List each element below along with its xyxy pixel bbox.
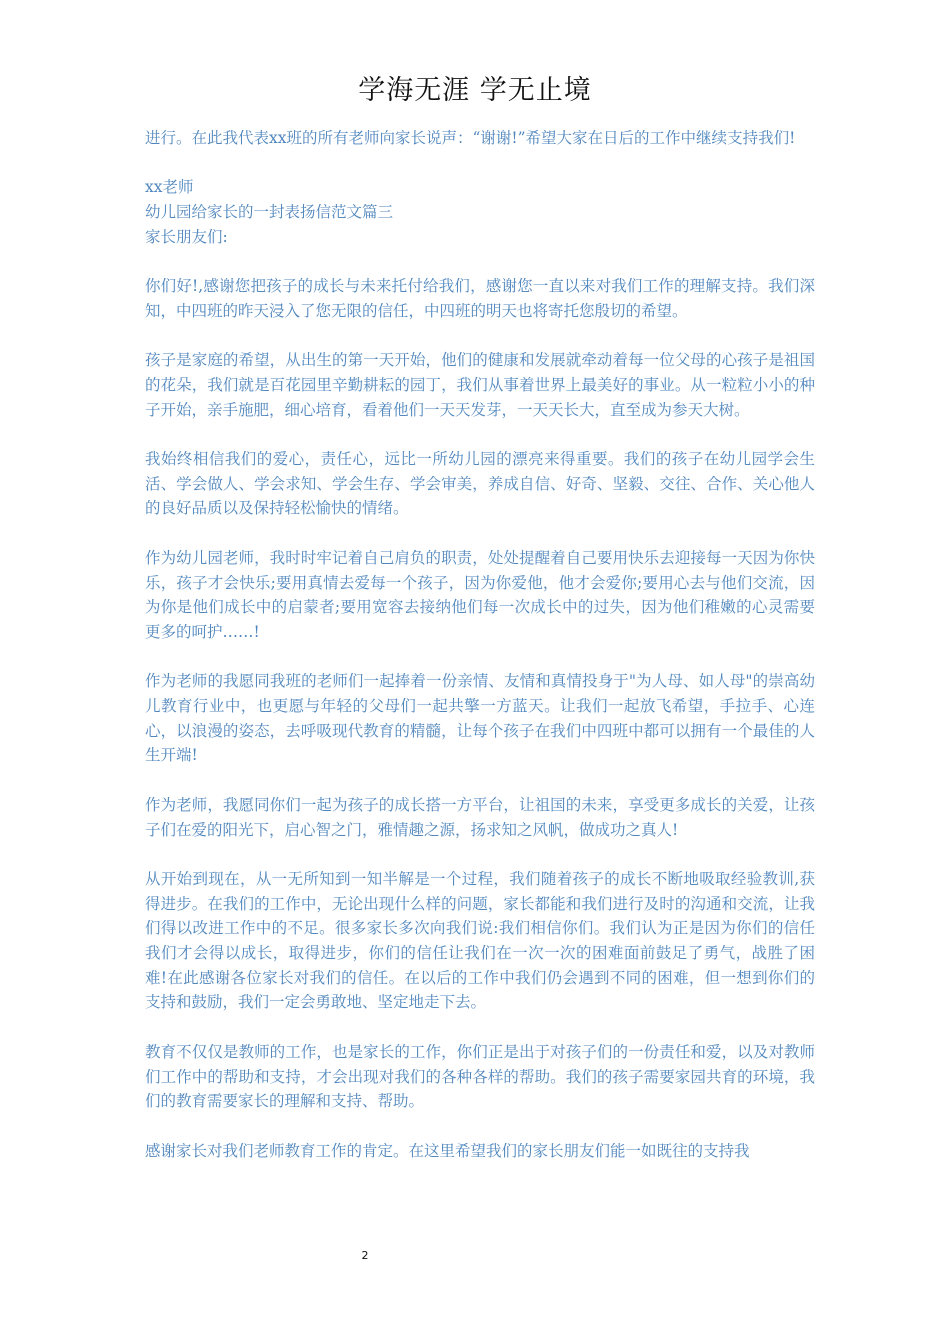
signature-line: xx老师 (145, 178, 194, 197)
body-paragraph-4: 作为幼儿园老师，我时时牢记着自己肩负的职责，处处提醒着自己要用快乐去迎接每一天因为你快乐，孩子才会快乐;要用真情去爱每一个孩子，因为你爱他，他才会爱你;要用心去与他们交流，因为你是他们成长中的启蒙者;要用宽容去接纳他们每一次成长中的过失，因为他们稚嫩的心灵需要更多的呵护……! (145, 548, 815, 641)
body-paragraph-9: 感谢家长对我们老师教育工作的肯定。在这里希望我们的家长朋友们能一如既往的支持我 (145, 1141, 750, 1160)
body-paragraph-5: 作为老师的我愿同我班的老师们一起捧着一份亲情、友情和真情投身于"为人母、如人母"的崇高幼儿教育行业中，也更愿与年轻的父母们一起共擎一方蓝天。让我们一起放飞希望，手拉手、心连心，以浪漫的姿态，去呼吸现代教育的精髓，让每个孩子在我们中四班中都可以拥有一个最佳的人生开端! (145, 672, 815, 765)
body-paragraph-2: 孩子是家庭的希望，从出生的第一天开始，他们的健康和发展就牵动着每一位父母的心孩子是祖国的花朵，我们就是百花园里辛勤耕耘的园丁，我们从事着世界上最美好的事业。从一粒粒小小的种子开始，亲手施肥，细心培育，看着他们一天天发芽，一天天长大，直至成为参天大树。 (145, 351, 815, 419)
page-header-title: 学海无涯 学无止境 (358, 75, 592, 106)
greeting-line: 家长朋友们: (145, 227, 228, 246)
intro-paragraph: 进行。在此我代表xx班的所有老师向家长说声：“谢谢!”希望大家在日后的工作中继续支持我们! (145, 129, 796, 147)
article-title: 幼儿园给家长的一封表扬信范文篇三 (145, 203, 394, 222)
heading-block (145, 175, 815, 249)
body-paragraph-8: 教育不仅仅是教师的工作，也是家长的工作，你们正是出于对孩子们的一份责任和爱，以及对教师们工作中的帮助和支持，才会出现对我们的各种各样的帮助。我们的孩子需要家园共育的环境，我们的教育需要家长的理解和支持、帮助。 (145, 1042, 815, 1111)
body-paragraph-7: 从开始到现在，从一无所知到一知半解是一个过程，我们随着孩子的成长不断地吸取经验教训,获得进步。在我们的工作中，无论出现什么样的问题，家长都能和我们进行及时的沟通和交流，让我们得以改进工作中的不足。很多家长多次向我们说:我们相信你们。我们认为正是因为你们的信任我们才会得以成长，取得进步，你们的信任让我们在一次一次的困难面前鼓足了勇气，战胜了困难!在此感谢各位家长对我们的信任。在以后的工作中我们仍会遇到不同的困难，但一想到你们的支持和鼓励，我们一定会勇敢地、坚定地走下去。 (145, 869, 815, 1012)
page-number: 2 (361, 1249, 369, 1262)
document-body (145, 126, 815, 1188)
body-paragraph-1: 你们好!,感谢您把孩子的成长与未来托付给我们，感谢您一直以来对我们工作的理解支持。我们深知，中四班的昨天浸入了您无限的信任，中四班的明天也将寄托您殷切的希望。 (145, 277, 815, 320)
body-paragraph-3: 我始终相信我们的爱心，责任心，远比一所幼儿园的漂亮来得重要。我们的孩子在幼儿园学会生活、学会做人、学会求知、学会生存、学会审美，养成自信、好奇、坚毅、交往、合作、关心他人的良好品质以及保持轻松愉快的情绪。 (145, 450, 815, 518)
body-paragraph-6: 作为老师，我愿同你们一起为孩子的成长搭一方平台，让祖国的未来，享受更多成长的关爱，让孩子们在爱的阳光下，启心智之门，雅情趣之源，扬求知之风帆，做成功之真人! (145, 795, 815, 839)
